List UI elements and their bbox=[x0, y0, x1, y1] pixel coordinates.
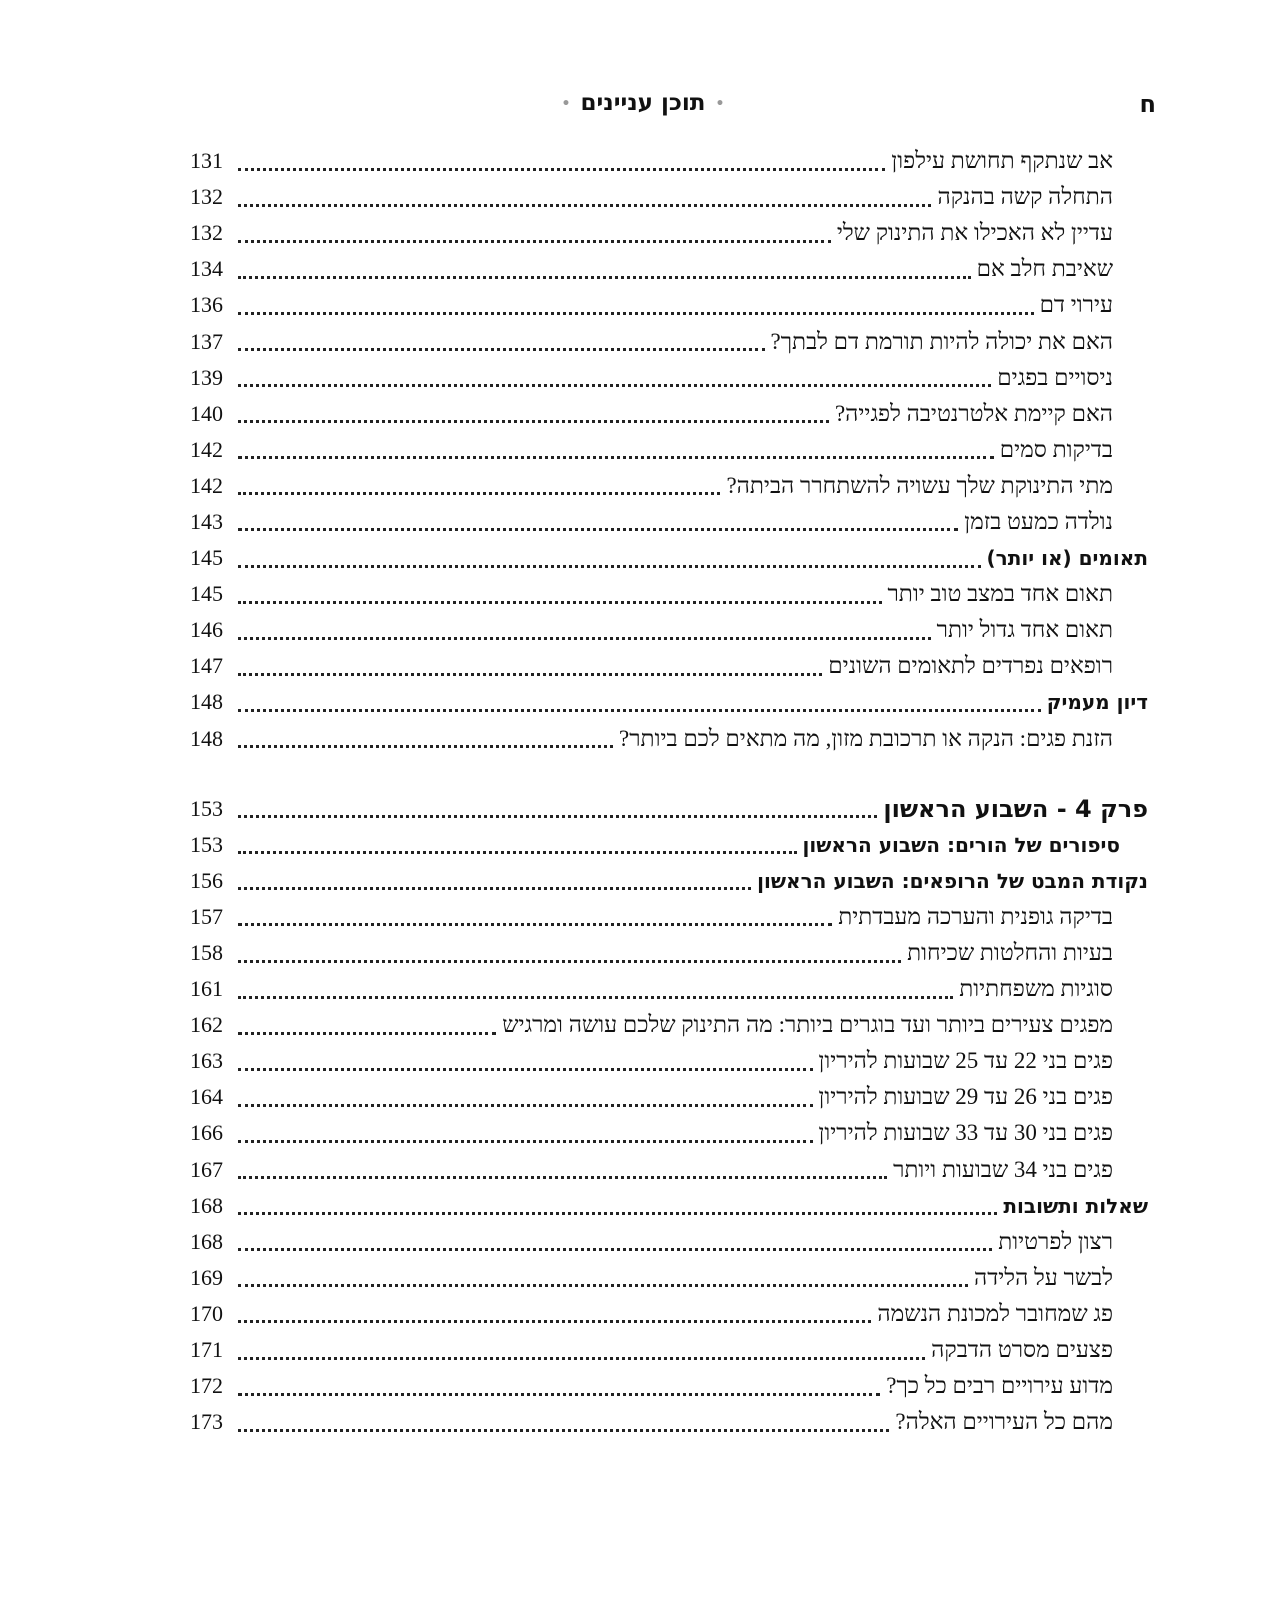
toc-entry-title: בדיקות סמים bbox=[999, 436, 1113, 462]
dot-leader bbox=[238, 348, 765, 351]
toc-entry[interactable] bbox=[190, 1404, 1150, 1440]
toc-entry[interactable] bbox=[190, 1296, 1150, 1332]
toc-entry[interactable] bbox=[190, 576, 1150, 612]
toc-entry-page-number: 148 bbox=[190, 689, 223, 715]
toc-entry-title: בעיות והחלטות שכיחות bbox=[907, 940, 1113, 966]
dot-leader bbox=[238, 204, 931, 207]
toc-section-entry[interactable] bbox=[190, 540, 1150, 576]
dot-leader bbox=[238, 168, 885, 171]
toc-entry-title: מתי התינוקת שלך עשויה להשתחרר הביתה? bbox=[726, 472, 1113, 498]
toc-entry[interactable] bbox=[190, 215, 1150, 251]
toc-entry-title: רצון לפרטיות bbox=[998, 1228, 1113, 1254]
dot-leader bbox=[238, 1393, 880, 1396]
toc-entry[interactable] bbox=[190, 432, 1150, 468]
toc-entry-title: הזנת פגים: הנקה או תרכובת מזון, מה מתאים לכם ביותר? bbox=[619, 725, 1113, 751]
toc-entry[interactable] bbox=[190, 360, 1150, 396]
toc-entry-page-number: 145 bbox=[190, 581, 223, 607]
toc-entry-title: פגים בני 26 עד 29 שבועות להיריון bbox=[818, 1084, 1113, 1110]
toc-entry-page-number: 167 bbox=[190, 1156, 223, 1182]
toc-entry-title: האם קיימת אלטרנטיבה לפגייה? bbox=[834, 400, 1113, 426]
toc-section-entry[interactable] bbox=[190, 827, 1150, 863]
dot-leader bbox=[238, 815, 877, 818]
toc-entry-page-number: 137 bbox=[190, 328, 223, 354]
running-header bbox=[0, 90, 1286, 116]
dot-leader bbox=[238, 312, 1034, 315]
dot-leader bbox=[238, 637, 931, 640]
dot-leader bbox=[238, 851, 797, 854]
toc-chapter-entry[interactable] bbox=[190, 791, 1150, 827]
dot-leader bbox=[238, 565, 981, 568]
dot-leader bbox=[238, 1068, 813, 1071]
dot-leader bbox=[238, 960, 901, 963]
toc-entry-page-number: 158 bbox=[190, 940, 223, 966]
toc-entry-page-number: 143 bbox=[190, 508, 223, 534]
toc-entry-title: מהם כל העירויים האלה? bbox=[895, 1409, 1113, 1435]
toc-entry-title: עירוי דם bbox=[1039, 292, 1113, 318]
toc-entry[interactable] bbox=[190, 1368, 1150, 1404]
toc-entry[interactable] bbox=[190, 504, 1150, 540]
toc-entry-title: פגים בני 34 שבועות ויותר bbox=[893, 1156, 1113, 1182]
dot-leader bbox=[238, 420, 829, 423]
toc-entry-title: ניסויים בפגים bbox=[997, 364, 1113, 390]
dot-leader bbox=[238, 1248, 992, 1251]
toc-entry-page-number: 173 bbox=[190, 1409, 223, 1435]
toc-entry-title: סוגיות משפחתיות bbox=[959, 976, 1113, 1002]
toc-entry-page-number: 147 bbox=[190, 653, 223, 679]
toc-entry-page-number: 134 bbox=[190, 256, 223, 282]
dot-leader bbox=[238, 923, 832, 926]
dot-leader bbox=[238, 745, 613, 748]
toc-entry-title: שאלות ותשובות bbox=[1003, 1193, 1148, 1218]
page-number-letter: ח bbox=[1139, 90, 1156, 118]
toc-entry[interactable] bbox=[190, 1332, 1150, 1368]
toc-entry-title: נקודת המבט של הרופאים: השבוע הראשון bbox=[757, 868, 1148, 893]
toc-entry[interactable] bbox=[190, 935, 1150, 971]
dot-leader bbox=[238, 1140, 813, 1143]
toc-entry-page-number: 145 bbox=[190, 545, 223, 571]
toc-entry-page-number: 153 bbox=[190, 795, 223, 821]
dot-leader bbox=[238, 384, 991, 387]
toc-entry-title: תאום אחד במצב טוב יותר bbox=[887, 581, 1113, 607]
toc-entry[interactable] bbox=[190, 648, 1150, 684]
toc-entry-page-number: 148 bbox=[190, 725, 223, 751]
toc-entry[interactable] bbox=[190, 143, 1150, 179]
dot-leader bbox=[238, 601, 882, 604]
toc-entry[interactable] bbox=[190, 1043, 1150, 1079]
toc-entry-title: שאיבת חלב אם bbox=[976, 256, 1113, 282]
toc-entry-page-number: 168 bbox=[190, 1228, 223, 1254]
dot-leader bbox=[238, 240, 831, 243]
toc-entry[interactable] bbox=[190, 468, 1150, 504]
dot-leader bbox=[238, 1104, 813, 1107]
toc-entry-title: עדיין לא האכילו את התינוק שלי bbox=[836, 220, 1113, 246]
dot-leader bbox=[238, 887, 751, 890]
toc-entry-title: פג שמחובר למכונת הנשמה bbox=[877, 1300, 1113, 1326]
toc-entry-page-number: 136 bbox=[190, 292, 223, 318]
dot-leader bbox=[238, 492, 720, 495]
page-header bbox=[0, 88, 1286, 128]
toc-entry[interactable] bbox=[190, 1152, 1150, 1188]
dot-leader bbox=[238, 1032, 496, 1035]
toc-entry[interactable] bbox=[190, 1115, 1150, 1151]
toc-entry[interactable] bbox=[190, 1260, 1150, 1296]
toc-entry-title: פגים בני 30 עד 33 שבועות להיריון bbox=[818, 1120, 1113, 1146]
toc-entry[interactable] bbox=[190, 396, 1150, 432]
toc-entry-title: התחלה קשה בהנקה bbox=[937, 184, 1113, 210]
toc-entry-page-number: 172 bbox=[190, 1373, 223, 1399]
toc-entry-page-number: 153 bbox=[190, 831, 223, 857]
toc-entry-page-number: 161 bbox=[190, 976, 223, 1002]
toc-entry-title: פגים בני 22 עד 25 שבועות להיריון bbox=[818, 1048, 1113, 1074]
toc-entry-page-number: 142 bbox=[190, 436, 223, 462]
dot-leader bbox=[238, 1429, 889, 1432]
header-title: תוכן עניינים bbox=[580, 90, 706, 116]
toc-section-entry[interactable] bbox=[190, 863, 1150, 899]
toc-entry-title: דיון מעמיק bbox=[1046, 690, 1148, 715]
toc-entry[interactable] bbox=[190, 287, 1150, 323]
toc-entry-title: מדוע עירויים רבים כל כך? bbox=[886, 1373, 1113, 1399]
toc-entry-page-number: 131 bbox=[190, 148, 223, 174]
toc-entry[interactable] bbox=[190, 323, 1150, 359]
dot-leader bbox=[238, 276, 971, 279]
toc-entry-page-number: 132 bbox=[190, 184, 223, 210]
dot-leader bbox=[238, 673, 822, 676]
toc-entry-title: תאומים (או יותר) bbox=[986, 546, 1148, 571]
bullet-icon: • bbox=[561, 95, 571, 112]
toc-entry-title: פרק 4 - השבוע הראשון bbox=[883, 794, 1148, 823]
toc-entry-page-number: 164 bbox=[190, 1084, 223, 1110]
dot-leader bbox=[238, 456, 994, 459]
toc-entry-page-number: 132 bbox=[190, 220, 223, 246]
toc-entry[interactable] bbox=[190, 251, 1150, 287]
toc-entry-title: סיפורים של הורים: השבוע הראשון bbox=[802, 832, 1120, 857]
toc-entry[interactable] bbox=[190, 1079, 1150, 1115]
toc-entry-page-number: 168 bbox=[190, 1192, 223, 1218]
dot-leader bbox=[238, 1176, 887, 1179]
dot-leader bbox=[238, 1284, 968, 1287]
toc-entry-title: רופאים נפרדים לתאומים השונים bbox=[828, 653, 1113, 679]
toc-entry-title: נולדה כמעט בזמן bbox=[964, 508, 1113, 534]
table-of-contents bbox=[190, 143, 1150, 1440]
toc-entry-page-number: 169 bbox=[190, 1264, 223, 1290]
toc-entry-title: בדיקה גופנית והערכה מעבדתית bbox=[838, 903, 1113, 929]
toc-entry[interactable] bbox=[190, 1224, 1150, 1260]
toc-entry-title: האם את יכולה להיות תורמת דם לבתך? bbox=[770, 328, 1113, 354]
dot-leader bbox=[238, 528, 958, 531]
toc-entry-page-number: 157 bbox=[190, 903, 223, 929]
dot-leader bbox=[238, 1320, 871, 1323]
toc-entry-page-number: 142 bbox=[190, 472, 223, 498]
toc-entry-page-number: 140 bbox=[190, 400, 223, 426]
dot-leader bbox=[238, 996, 953, 999]
bullet-icon: • bbox=[715, 95, 725, 112]
toc-entry[interactable] bbox=[190, 971, 1150, 1007]
toc-entry[interactable] bbox=[190, 899, 1150, 935]
toc-entry[interactable] bbox=[190, 612, 1150, 648]
toc-entry-title: אב שנתקף תחושת עילפון bbox=[891, 148, 1113, 174]
toc-entry-title: תאום אחד גדול יותר bbox=[936, 617, 1113, 643]
toc-entry[interactable] bbox=[190, 1007, 1150, 1043]
toc-entry-page-number: 166 bbox=[190, 1120, 223, 1146]
dot-leader bbox=[238, 1357, 925, 1360]
toc-entry-page-number: 170 bbox=[190, 1300, 223, 1326]
toc-section-entry[interactable] bbox=[190, 1188, 1150, 1224]
toc-entry[interactable] bbox=[190, 721, 1150, 757]
toc-entry-title: מפגים צעירים ביותר ועד בוגרים ביותר: מה התינוק שלכם עושה ומרגיש bbox=[502, 1012, 1113, 1038]
toc-section-entry[interactable] bbox=[190, 684, 1150, 720]
toc-entry-page-number: 171 bbox=[190, 1337, 223, 1363]
toc-entry-page-number: 139 bbox=[190, 364, 223, 390]
dot-leader bbox=[238, 1212, 997, 1215]
toc-entry-page-number: 156 bbox=[190, 867, 223, 893]
toc-entry-page-number: 146 bbox=[190, 617, 223, 643]
dot-leader bbox=[238, 709, 1041, 712]
toc-entry-title: לבשר על הלידה bbox=[973, 1264, 1113, 1290]
toc-entry-title: פצעים מסרט הדבקה bbox=[931, 1337, 1113, 1363]
toc-entry-page-number: 162 bbox=[190, 1012, 223, 1038]
toc-entry[interactable] bbox=[190, 179, 1150, 215]
toc-entry-page-number: 163 bbox=[190, 1048, 223, 1074]
